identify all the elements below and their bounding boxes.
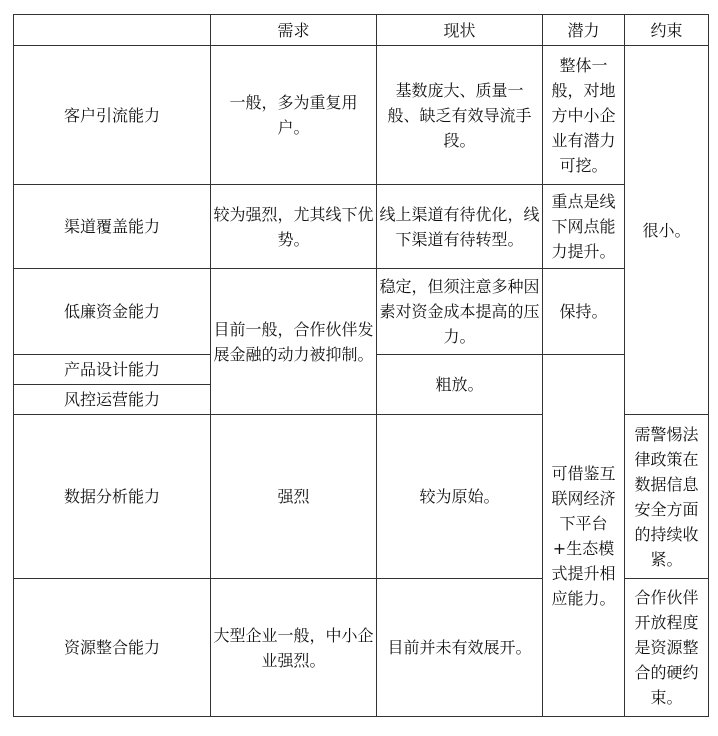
header-row — [14, 15, 709, 46]
demand-cell: 强烈 — [211, 415, 377, 579]
constraint-cell-merged: 很小。 — [625, 46, 709, 415]
row-label: 风控运营能力 — [14, 385, 211, 415]
table-row — [14, 269, 709, 355]
capability-table — [13, 14, 709, 717]
constraint-cell: 合作伙伴开放程度是资源整合的硬约束。 — [625, 579, 709, 717]
status-cell: 较为原始。 — [377, 415, 543, 579]
status-cell: 目前并未有效展开。 — [377, 579, 543, 717]
row-label: 客户引流能力 — [14, 46, 211, 185]
demand-cell: 大型企业一般，中小企业强烈。 — [211, 579, 377, 717]
header-demand: 需求 — [211, 15, 377, 46]
potential-cell: 重点是线下网点能力提升。 — [543, 185, 625, 269]
potential-cell: 保持。 — [543, 269, 625, 355]
status-cell-merged: 粗放。 — [377, 355, 543, 415]
status-cell: 基数庞大、质量一般、缺乏有效导流手段。 — [377, 46, 543, 185]
row-label: 数据分析能力 — [14, 415, 211, 579]
header-status: 现状 — [377, 15, 543, 46]
header-constraint: 约束 — [625, 15, 709, 46]
row-label: 低廉资金能力 — [14, 269, 211, 355]
demand-cell: 较为强烈，尤其线下优势。 — [211, 185, 377, 269]
demand-cell: 一般，多为重复用户。 — [211, 46, 377, 185]
row-label: 资源整合能力 — [14, 579, 211, 717]
constraint-cell: 需警惕法律政策在数据信息安全方面的持续收紧。 — [625, 415, 709, 579]
header-corner — [14, 15, 211, 46]
table-wrapper — [13, 14, 709, 717]
table-row — [14, 185, 709, 269]
row-label: 产品设计能力 — [14, 355, 211, 385]
demand-cell-merged: 目前一般，合作伙伴发展金融的动力被抑制。 — [211, 269, 377, 415]
table-row — [14, 46, 709, 185]
status-cell: 稳定，但须注意多种因素对资金成本提高的压力。 — [377, 269, 543, 355]
row-label: 渠道覆盖能力 — [14, 185, 211, 269]
potential-cell: 整体一般，对地方中小企业有潜力可挖。 — [543, 46, 625, 185]
status-cell: 线上渠道有待优化，线下渠道有待转型。 — [377, 185, 543, 269]
potential-cell-merged: 可借鉴互联网经济下平台+生态模式提升相应能力。 — [543, 355, 625, 717]
header-potential: 潜力 — [543, 15, 625, 46]
